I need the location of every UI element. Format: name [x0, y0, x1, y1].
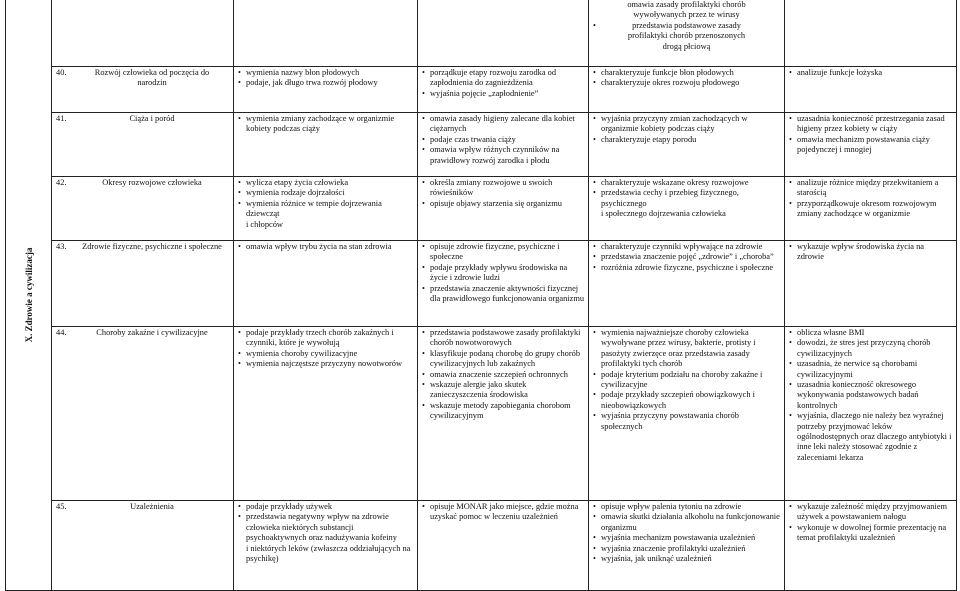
list-item: • rozróżnia zdrowie fizyczne, psychiczne i społeczne: [592, 263, 781, 273]
table-row: [6, 113, 957, 177]
list-item: • opisuje zdrowie fizyczne, psychiczne i społeczne: [421, 242, 585, 263]
topic-title: Uzależnienia: [130, 502, 174, 511]
requirement-dopuszczajaca-cell: [234, 0, 418, 67]
requirement-list: [237, 114, 414, 135]
requirement-dopuszczajaca-cell: [234, 113, 418, 177]
list-item: • oblicza własne BMI: [788, 328, 953, 338]
list-item: • wykonuje w dowolnej formie prezentację na temat profilaktyki uzależnień: [788, 523, 953, 544]
topic-title: Ciąża i poród: [129, 114, 175, 123]
curriculum-table: [5, 0, 957, 591]
requirement-bardzo-dobra-cell: [785, 501, 957, 591]
list-item: • wymienia rodzaje dojrzałości: [237, 188, 414, 198]
requirement-dobra-cell: [589, 241, 785, 327]
list-item: • podaje przykłady trzech chorób zakaźnych i czynniki, które je wywołują: [237, 328, 414, 349]
list-item: wywoływanych przez te wirusy: [633, 10, 740, 20]
requirement-bardzo-dobra-cell: [785, 241, 957, 327]
list-item: • klasyfikuje podaną chorobę do grupy chorób cywilizacyjnych lub zakaźnych: [421, 349, 585, 370]
list-item: • omawia wpływ trybu życia na stan zdrowia: [237, 242, 414, 252]
list-item: i niektórych leków (zwłaszcza oddziałujących na psychikę): [246, 543, 411, 564]
requirement-dobra-cell: [589, 501, 785, 591]
topic-title: Choroby zakaźne i cywilizacyjne: [96, 328, 208, 337]
topic-number: 45.: [56, 502, 67, 511]
requirement-bardzo-dobra-cell: [785, 177, 957, 241]
requirement-dopuszczajaca-cell: [234, 67, 418, 113]
requirement-list: [592, 68, 781, 89]
list-item: i społecznego dojrzewania człowieka: [601, 209, 726, 219]
list-item: • charakteryzuje etapy porodu: [592, 135, 781, 145]
list-item: • podaje kryterium podziału na choroby zakaźne i cywilizacyjne: [592, 370, 781, 391]
list-item: • wymienia nazwy błon płodowych: [237, 68, 414, 78]
list-item: drogą płciową: [662, 41, 711, 51]
list-item: • wymienia najważniejsze choroby człowieka wywoływane przez wirusy, bakterie, protisty i pasożyty zwierzęce oraz przedstawia zasady profilaktyki tych chorób: [592, 328, 781, 370]
list-item: • charakteryzuje okres rozwoju płodowego: [592, 78, 781, 88]
table-row: [6, 327, 957, 501]
list-item: i chłopców: [246, 219, 283, 229]
list-item: • przedstawia cechy i przebieg fizycznego, psychicznego: [592, 188, 781, 209]
requirement-dostateczna-cell: [418, 177, 589, 241]
topic-number: 41.: [56, 114, 67, 123]
topic-title: Okresy rozwojowe człowieka: [102, 178, 202, 187]
requirement-dostateczna-cell: [418, 241, 589, 327]
requirement-list: [788, 114, 953, 156]
requirement-list: [788, 242, 953, 263]
list-item: • wskazuje metody zapobiegania chorobom cywilizacyjnym: [421, 401, 585, 422]
requirement-list: [237, 242, 414, 252]
list-item: • wyjaśnia, jak uniknąć uzależnień: [592, 554, 781, 564]
list-item: • określa zmiany rozwojowe u swoich rówieśników: [421, 178, 585, 199]
list-item: • charakteryzuje czynniki wpływające na zdrowie: [592, 242, 781, 252]
list-item: • omawia mechanizm powstawania ciąży pojedynczej i mnogiej: [788, 135, 953, 156]
requirement-list: [421, 502, 585, 523]
requirement-dobra-cell: [589, 327, 785, 501]
section-cell: [6, 0, 52, 591]
table-row: [6, 241, 957, 327]
topic-title: Rozwój człowieka od poczęcia do narodzin: [94, 68, 210, 88]
list-item: • opisuje wpływ palenia tytoniu na zdrowie: [592, 502, 781, 512]
table-row: [6, 177, 957, 241]
table-row: [6, 67, 957, 113]
list-item: • podaje czas trwania ciąży: [421, 135, 585, 145]
requirement-list: [237, 502, 414, 564]
list-item: omawia zasady profilaktyki chorób: [627, 0, 746, 9]
list-item: • omawia zasady higieny zalecane dla kobiet ciężarnych: [421, 114, 585, 135]
list-item: • opisuje objawy starzenia się organizmu: [421, 199, 585, 209]
list-item: • omawia wpływ różnych czynników na prawidłowy rozwój zarodka i płodu: [421, 145, 585, 166]
requirement-list: [421, 114, 585, 166]
topic-number: 43.: [56, 242, 67, 251]
requirement-list: [237, 328, 414, 370]
requirement-list: [788, 328, 953, 463]
requirement-list: [592, 502, 781, 564]
list-item: • wykazuje zależność między przyjmowaniem używek a powstawaniem nałogu: [788, 502, 953, 523]
list-item: • dowodzi, że stres jest przyczyną chorób cywilizacyjnych: [788, 338, 953, 359]
requirement-dobra-cell: [589, 0, 785, 67]
list-item: • wymienia różnice w tempie dojrzewania dziewcząt: [237, 199, 414, 220]
topic-cell: [52, 113, 234, 177]
table-row: [6, 501, 957, 591]
requirement-list: [421, 178, 585, 209]
topic-title: Zdrowie fizyczne, psychiczne i społeczne: [82, 242, 222, 251]
requirement-dopuszczajaca-cell: [234, 177, 418, 241]
list-item: • wyjaśnia przyczyny powstawania chorób społecznych: [592, 411, 781, 432]
requirement-dopuszczajaca-cell: [234, 241, 418, 327]
requirement-list: [421, 328, 585, 422]
list-item: • przedstawia podstawowe zasady: [592, 21, 781, 31]
requirement-bardzo-dobra-cell: [785, 113, 957, 177]
list-item: • podaje przykłady szczepień obowiązkowych i nieobowiązkowych: [592, 390, 781, 411]
topic-cell: [52, 241, 234, 327]
requirement-dobra-cell: [589, 113, 785, 177]
requirement-list: [592, 0, 781, 52]
list-item: • analizuje różnice między przekwitaniem a starością: [788, 178, 953, 199]
requirement-dostateczna-cell: [418, 0, 589, 67]
list-item: • przyporządkowuje okresom rozwojowym zmiany zachodzące w organizmie: [788, 199, 953, 220]
topic-number: 42.: [56, 178, 67, 187]
requirement-dobra-cell: [589, 67, 785, 113]
requirement-list: [421, 68, 585, 99]
topic-cell: [52, 327, 234, 501]
requirement-dostateczna-cell: [418, 327, 589, 501]
requirement-dostateczna-cell: [418, 113, 589, 177]
list-item: • wykazuje wpływ środowiska życia na zdrowie: [788, 242, 953, 263]
requirement-dostateczna-cell: [418, 501, 589, 591]
requirement-list: [592, 242, 781, 273]
requirement-list: [237, 178, 414, 230]
list-item: • wyjaśnia przyczyny zmian zachodzących w organizmie kobiety podczas ciąży: [592, 114, 781, 135]
requirement-dobra-cell: [589, 177, 785, 241]
list-item: • wyjaśnia znaczenie profilaktyki uzależnień: [592, 544, 781, 554]
requirement-list: [592, 328, 781, 432]
topic-cell: [52, 0, 234, 67]
list-item: • podaje przykłady wpływu środowiska na życie i zdrowie ludzi: [421, 263, 585, 284]
list-item: • przedstawia znaczenie aktywności fizycznej dla prawidłowego funkcjonowania organizmu: [421, 284, 585, 305]
list-item: • przedstawia znaczenie pojęć „zdrowie” i „choroba”: [592, 252, 781, 262]
requirement-bardzo-dobra-cell: [785, 67, 957, 113]
requirement-dopuszczajaca-cell: [234, 327, 418, 501]
requirement-list: [788, 502, 953, 544]
table-row: [6, 0, 957, 67]
list-item: • przedstawia podstawowe zasady profilaktyki chorób nowotworowych: [421, 328, 585, 349]
list-item: • podaje przykłady używek: [237, 502, 414, 512]
list-item: • wymienia zmiany zachodzące w organizmie kobiety podczas ciąży: [237, 114, 414, 135]
topic-number: 40.: [56, 68, 67, 77]
list-item: • przedstawia negatywny wpływ na zdrowie człowieka niektórych substancji psychoaktywnych oraz nadużywania kofeiny: [237, 512, 414, 543]
list-item: • wyjaśnia mechanizm powstawania uzależnień: [592, 533, 781, 543]
topic-cell: [52, 501, 234, 591]
list-item: • podaje, jak długo trwa rozwój płodowy: [237, 78, 414, 88]
list-item: • uzasadnia, że nerwice są chorobami cywilizacyjnymi: [788, 359, 953, 380]
requirement-dostateczna-cell: [418, 67, 589, 113]
list-item: • wyjaśnia pojęcie „zapłodnienie”: [421, 89, 585, 99]
list-item: • charakteryzuje funkcje błon płodowych: [592, 68, 781, 78]
list-item: • omawia skutki działania alkoholu na funkcjonowanie organizmu: [592, 512, 781, 533]
list-item: • uzasadnia konieczność przestrzegania zasad higieny przez kobiety w ciąży: [788, 114, 953, 135]
list-item: • opisuje MONAR jako miejsce, gdzie można uzyskać pomoc w leczeniu uzależnień: [421, 502, 585, 523]
requirement-list: [788, 68, 953, 78]
requirement-list: [592, 114, 781, 145]
list-item: • omawia znaczenie szczepień ochronnych: [421, 370, 585, 380]
table-body: [6, 0, 957, 591]
requirement-list: [237, 68, 414, 89]
requirement-list: [421, 242, 585, 304]
list-item: • uzasadnia konieczność okresowego wykonywania podstawowych badań kontrolnych: [788, 380, 953, 411]
section-label: X. Zdrowie a cywilizacja: [23, 247, 34, 342]
list-item: • wylicza etapy życia człowieka: [237, 178, 414, 188]
list-item: • charakteryzuje wskazane okresy rozwojowe: [592, 178, 781, 188]
requirement-list: [592, 178, 781, 220]
topic-cell: [52, 67, 234, 113]
requirement-dopuszczajaca-cell: [234, 501, 418, 591]
requirement-list: [788, 178, 953, 220]
list-item: • analizuje funkcje łożyska: [788, 68, 953, 78]
list-item: • porządkuje etapy rozwoju zarodka od zapłodnienia do zagnieżdżenia: [421, 68, 585, 89]
list-item: • wymienia najczęstsze przyczyny nowotworów: [237, 359, 414, 369]
list-item: profilaktyki chorób przenoszonych: [627, 31, 746, 41]
requirement-bardzo-dobra-cell: [785, 327, 957, 501]
list-item: • wskazuje alergie jako skutek zanieczyszczenia środowiska: [421, 380, 585, 401]
topic-number: 44.: [56, 328, 67, 337]
list-item: • wymienia choroby cywilizacyjne: [237, 349, 414, 359]
list-item: • wyjaśnia, dlaczego nie należy bez wyraźnej potrzeby przyjmować leków ogólnodostępnych oraz dlaczego antybiotyki i inne leki należy stosować zgodnie z zaleceniami lekarza: [788, 411, 953, 463]
requirement-bardzo-dobra-cell: [785, 0, 957, 67]
topic-cell: [52, 177, 234, 241]
